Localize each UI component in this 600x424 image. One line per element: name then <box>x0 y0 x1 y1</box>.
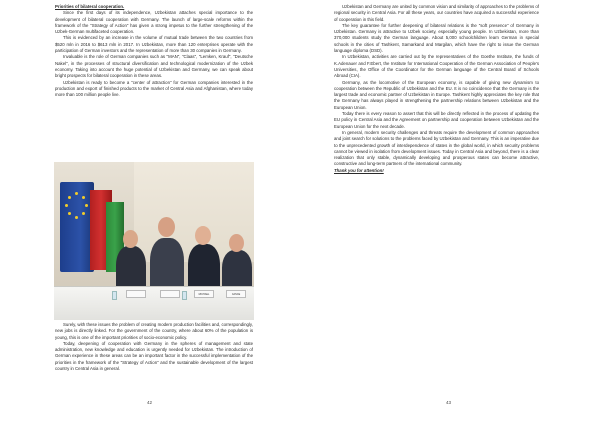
paragraph: Today, deepening of cooperation with Germany in the spheres of management and state administration, new knowledge and education is urgently needed for Uzbekistan. The introduction of German experience in these areas can be an important factor in the successful implementation of the priorities in the framework of the "Strategy of Action" and the sustainable development of the largest country in Central Asia in general. <box>55 340 253 372</box>
left-top-column <box>55 4 253 98</box>
paragraph: The key guarantee for further deepening of bilateral relations is the "soft presence" of Germany in Uzbekistan. Germany is attractive to Uzbek society, especially young people. In Uzbekistan, more than 370,000 students study the German language. About 5,000 schoolchildren learn German in special schools in the cities of Tashkent, Samarkand and Margilan, which have the right to issue the German language diploma (DSD). <box>334 22 539 54</box>
page-number: 42 <box>147 400 153 405</box>
nameplate: MICHAEL <box>194 290 214 298</box>
paragraph: This is evidenced by an increase in the volume of mutual trade between the two countries from $520 mln in 2016 to $613 mln in 2017. In Uzbekistan, more than 120 enterprises operate with the participation of German investors and the representation of more than 30 companies in Germany. <box>55 35 253 54</box>
person-head <box>123 230 138 248</box>
eu-flag-image <box>60 182 94 272</box>
paragraph: In general, modern security challenges and threats require the development of common approaches and joint search for solutions to the problems faced by Uzbekistan and Germany. This is an imperative due to the unprecedented growth of interdependence of states in the global world, in which security problems cannot be viewed in isolation from development issues. Today in Central Asia and beyond, there is a clear realization that only stable, dynamically developing and prosperous states can become attractive, constructive and long-term partners of the international community. <box>334 129 539 167</box>
paragraph: Today there is every reason to assert that this will be directly reflected in the process of updating the EU policy in Central Asia and the Agreement on partnership and cooperation between Uzbekistan and the European Union for the next decade. <box>334 111 539 129</box>
paragraph: Uzbekistan is ready to become a "center of attraction" for German companies interested in the production and export of finished products to the market of Central Asia and Afghanistan, where today more than 100 million people live. <box>55 79 253 98</box>
conference-table <box>54 286 254 320</box>
section-heading: Priorities of bilateral cooperation. <box>55 4 125 9</box>
left-bottom-column <box>55 322 253 372</box>
paragraph: Since the first days of its independence, Uzbekistan attaches special importance to the development of bilateral cooperation with Germany. The launch of large-scale reforms within the framework of the "Strategy of Action" has given a strong impetus to the further strengthening of the Uzbek-German multifaceted cooperation. <box>55 10 253 35</box>
conference-photo <box>54 162 254 320</box>
paragraph: Uzbekistan and Germany are united by common vision and similarity of approaches to the problems of regional security in Central Asia. For all these years, our countries have acquired a successful experience of cooperation in this field. <box>334 4 539 22</box>
person-head <box>229 234 244 252</box>
right-page <box>300 0 600 424</box>
nameplate <box>126 290 146 298</box>
glass-image <box>182 291 187 300</box>
person-head <box>195 226 211 245</box>
nameplate <box>160 290 180 298</box>
closing-text: Thank you for attention! <box>334 167 384 173</box>
paragraph: Germany, as the locomotive of the European economy, is capable of giving new dynamism to cooperation between the Republic of Uzbekistan and the EU. It is no coincidence that the Germany is the largest trade and economic partner of Uzbekistan in Europe. Tashkent highly appreciates the key role that the Germany has always played in strengthening the partnership relations between Uzbekistan and the European Union. <box>334 79 539 110</box>
person-head <box>158 217 175 237</box>
right-column <box>334 4 539 174</box>
paragraph: In Uzbekistan, activities are carried out by the representatives of the Goethe Institute, the funds of K.Adenauer and F.Ebert, the Institute for International Cooperation of the German Association of People's Universities, the Office of the Coordinator for the German language of the Central Board of Schools Abroad (CIA). <box>334 54 539 79</box>
glass-image <box>112 291 117 300</box>
page-number: 43 <box>446 400 452 405</box>
paragraph: Surely, with these issues the problem of creating modern production facilities and, correspondingly, new jobs is directly linked. For the government of the country, where about 60% of the population is young, this is one of the important priorities of socio-economic policy. <box>55 322 253 340</box>
paragraph: Invaluable is the role of German companies such as "MAN", "Claas", "Lemken, Krauf", "Deutsche Nakel", in the processes of structural diversification and technological modernization of the Uzbek economy. Taking into account the huge potential of Uzbekistan and Germany, we can speak about bright prospects for bilateral cooperation in these areas. <box>55 54 253 79</box>
nameplate: CANCE <box>226 290 246 298</box>
